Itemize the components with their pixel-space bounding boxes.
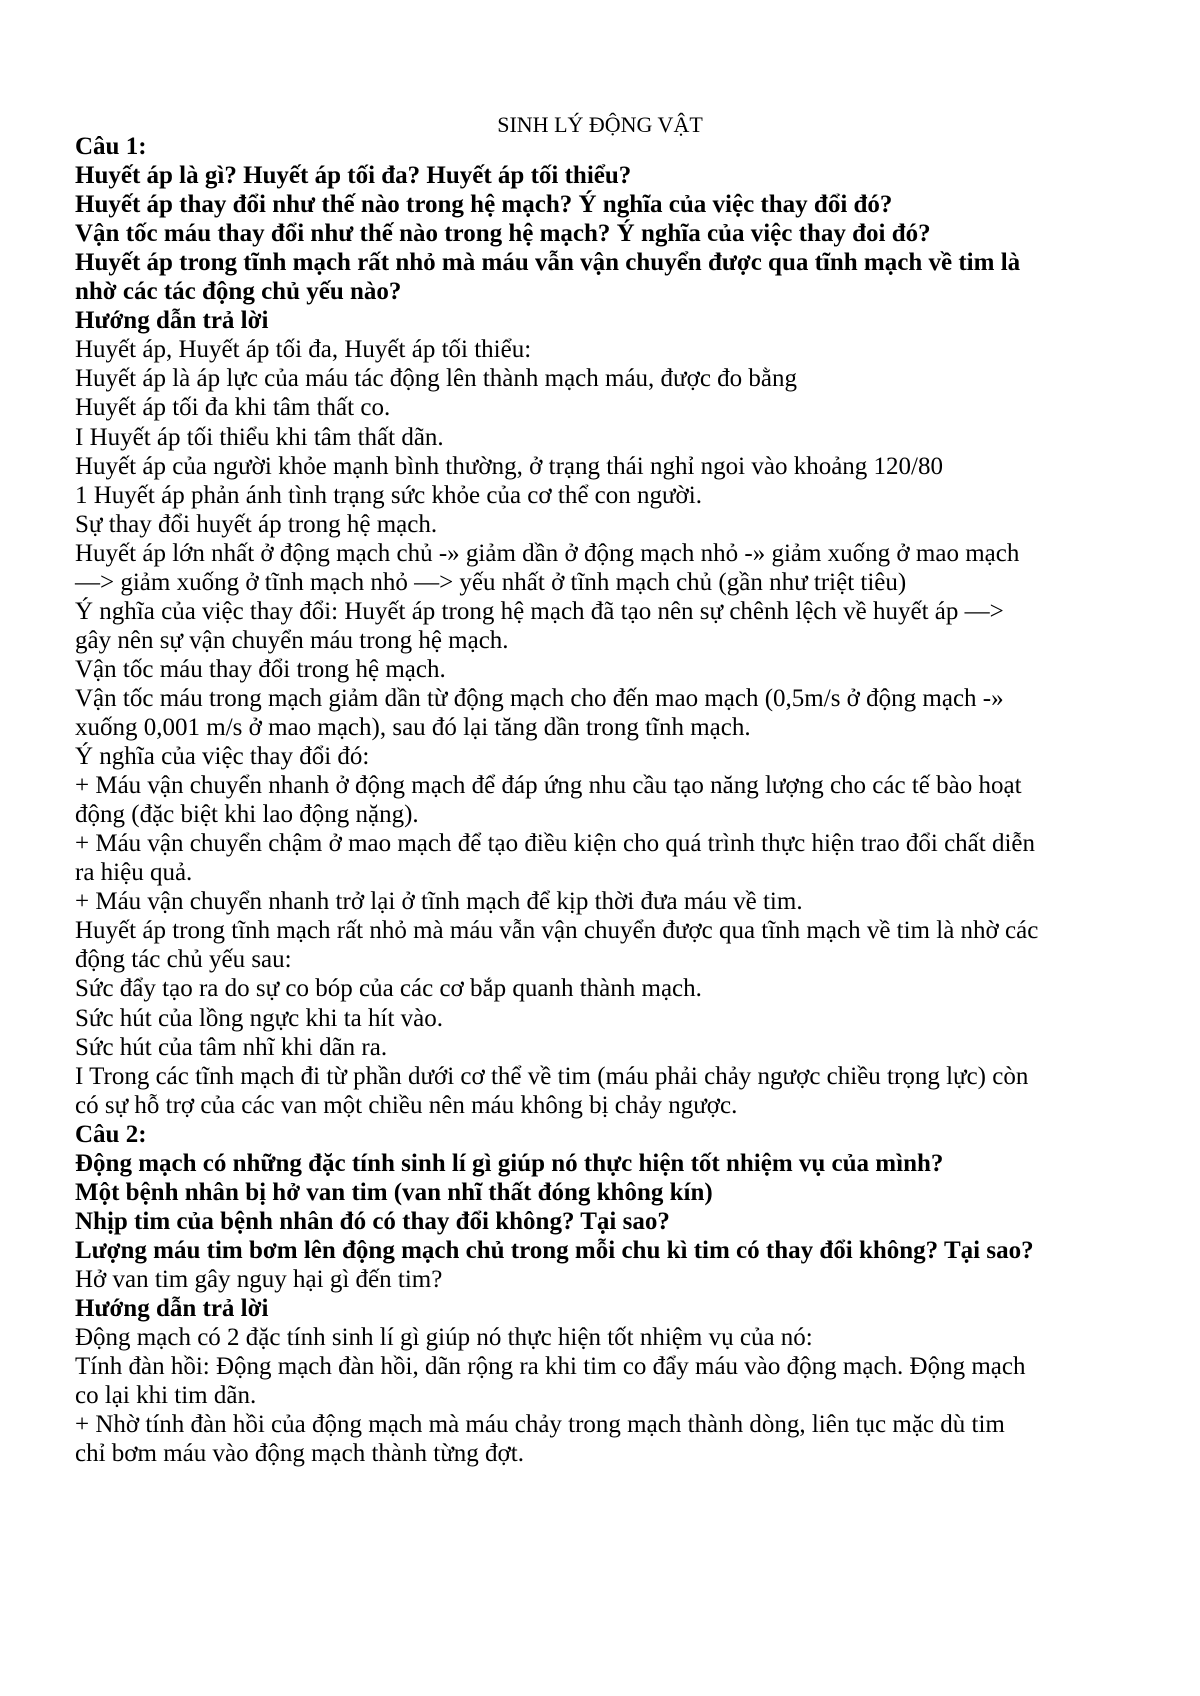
text-line: I Huyết áp tối thiểu khi tâm thất dãn. [75,424,444,451]
heading-line: Một bệnh nhân bị hở van tim (van nhĩ thất đóng không kín) [75,1179,713,1206]
text-line: Vận tốc máu thay đổi trong hệ mạch. [75,656,446,683]
text-line: + Máu vận chuyển chậm ở mao mạch để tạo điều kiện cho quá trình thực hiện trao đổi chất diễn [75,830,1036,857]
text-line: Động mạch có 2 đặc tính sinh lí gì giúp nó thực hiện tốt nhiệm vụ của nó: [75,1324,813,1351]
text-line: Huyết áp tối đa khi tâm thất co. [75,394,391,421]
text-line: Vận tốc máu trong mạch giảm dần từ động mạch cho đến mao mạch (0,5m/s ở động mạch -» [75,685,1004,712]
heading-line: Câu 1: [75,133,147,160]
text-line: Sức hút của tâm nhĩ khi dãn ra. [75,1034,388,1061]
document-title: SINH LÝ ĐỘNG VẬT [497,112,703,137]
heading-line: Huyết áp trong tĩnh mạch rất nhỏ mà máu vẫn vận chuyển được qua tĩnh mạch về tim là [75,249,1021,276]
heading-line: Câu 2: [75,1121,147,1148]
text-line: Hở van tim gây nguy hại gì đến tim? [75,1266,443,1293]
text-line: co lại khi tim dãn. [75,1382,257,1409]
text-line: Sức đẩy tạo ra do sự co bóp của các cơ bắp quanh thành mạch. [75,975,702,1002]
text-line: Huyết áp, Huyết áp tối đa, Huyết áp tối thiểu: [75,336,532,363]
text-line: động (đặc biệt khi lao động nặng). [75,801,419,828]
heading-line: Huyết áp thay đổi như thế nào trong hệ mạch? Ý nghĩa của việc thay đổi đó? [75,191,893,218]
heading-line: Huyết áp là gì? Huyết áp tối đa? Huyết áp tối thiểu? [75,162,632,189]
text-line: Sự thay đổi huyết áp trong hệ mạch. [75,511,438,538]
text-line: Huyết áp lớn nhất ở động mạch chủ -» giảm dần ở động mạch nhỏ -» giảm xuống ở mao mạch [75,540,1020,567]
text-line: Ý nghĩa của việc thay đổi: Huyết áp trong hệ mạch đã tạo nên sự chênh lệch về huyết áp —> [75,598,1004,625]
heading-line: Hướng dẫn trả lời [75,307,269,334]
heading-line: Động mạch có những đặc tính sinh lí gì giúp nó thực hiện tốt nhiệm vụ của mình? [75,1150,944,1177]
text-line: Ý nghĩa của việc thay đổi đó: [75,743,370,770]
text-line: có sự hỗ trợ của các van một chiều nên máu không bị chảy ngược. [75,1092,738,1119]
text-line: gây nên sự vận chuyển máu trong hệ mạch. [75,627,509,654]
heading-line: Lượng máu tim bơm lên động mạch chủ trong mỗi chu kì tim có thay đổi không? Tại sao? [75,1237,1034,1264]
text-line: + Máu vận chuyển nhanh ở động mạch để đáp ứng nhu cầu tạo năng lượng cho các tế bào hoạt [75,772,1022,799]
heading-line: Hướng dẫn trả lời [75,1295,269,1322]
text-line: Tính đàn hồi: Động mạch đàn hồi, dãn rộng ra khi tim co đẩy máu vào động mạch. Động mạch [75,1353,1026,1380]
heading-line: Nhịp tim của bệnh nhân đó có thay đổi không? Tại sao? [75,1208,670,1235]
text-line: Huyết áp là áp lực của máu tác động lên thành mạch máu, được đo bằng [75,365,798,392]
text-line: Huyết áp của người khỏe mạnh bình thường, ở trạng thái nghỉ ngoi vào khoảng 120/80 [75,453,944,480]
text-line: + Máu vận chuyển nhanh trở lại ở tĩnh mạch để kịp thời đưa máu về tim. [75,888,803,915]
text-line: I Trong các tĩnh mạch đi từ phần dưới cơ thể về tim (máu phải chảy ngược chiều trọng lực) còn [75,1063,1029,1090]
text-line: động tác chủ yếu sau: [75,946,292,973]
text-line: —> giảm xuống ở tĩnh mạch nhỏ —> yếu nhất ở tĩnh mạch chủ (gần như triệt tiêu) [75,569,907,596]
text-line: chỉ bơm máu vào động mạch thành từng đợt. [75,1440,524,1467]
text-line: xuống 0,001 m/s ở mao mạch), sau đó lại tăng dần trong tĩnh mạch. [75,714,751,741]
text-line: Huyết áp trong tĩnh mạch rất nhỏ mà máu vẫn vận chuyển được qua tĩnh mạch về tim là nhờ các [75,917,1039,944]
heading-line: Vận tốc máu thay đổi như thế nào trong hệ mạch? Ý nghĩa của việc thay đoi đó? [75,220,931,247]
text-line: + Nhờ tính đàn hồi của động mạch mà máu chảy trong mạch thành dòng, liên tục mặc dù tim [75,1411,1005,1438]
text-line: Sức hút của lồng ngực khi ta hít vào. [75,1005,444,1032]
text-line: 1 Huyết áp phản ánh tình trạng sức khỏe của cơ thể con người. [75,482,702,509]
text-line: ra hiệu quả. [75,859,193,886]
heading-line: nhờ các tác động chủ yếu nào? [75,278,402,305]
